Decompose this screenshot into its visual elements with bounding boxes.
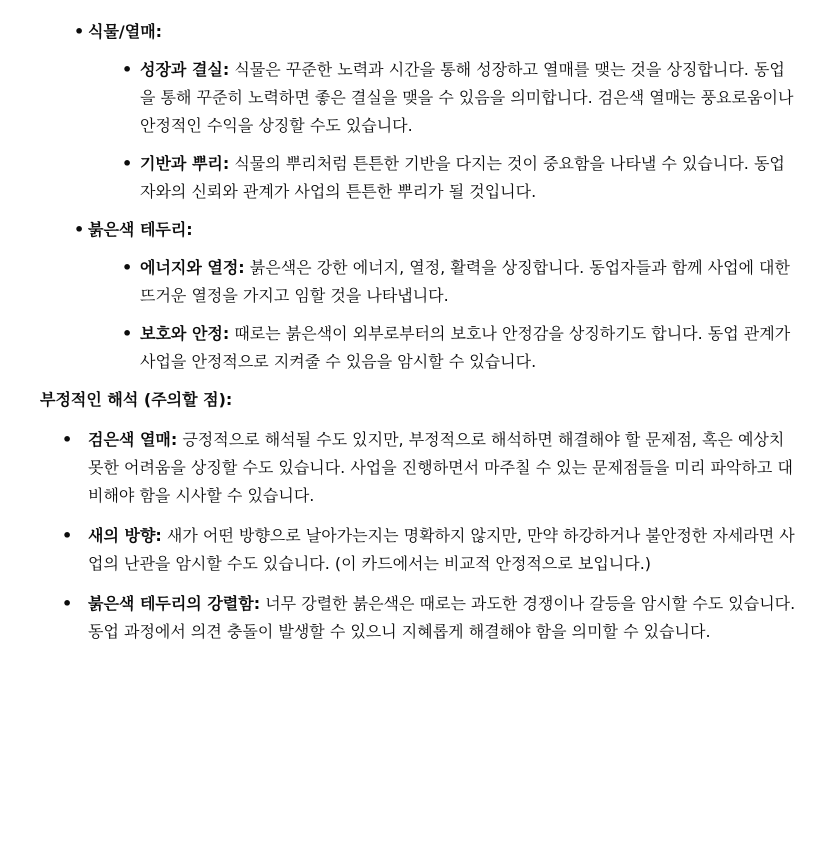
item-text: 긍정적으로 해석될 수도 있지만, 부정적으로 해석하면 해결해야 할 문제점, 혹은 예상치 못한 어려움을 상징할 수도 있습니다. 사업을 진행하면서 마주칠 수 있는 문제점들을 미리 파악하고 대비해야 함을 시사할 수 있습니다. [88, 430, 793, 505]
negative-list [40, 426, 797, 646]
list-item-foundation [116, 150, 797, 206]
bullet-icon: • [122, 324, 133, 343]
list-item-red-intensity [40, 590, 797, 646]
bullet-icon: • [62, 594, 73, 613]
item-text: 너무 강렬한 붉은색은 때로는 과도한 경쟁이나 갈등을 암시할 수도 있습니다. 동업 과정에서 의견 충돌이 발생할 수 있으니 지혜롭게 해결해야 함을 의미할 수 있습니다. [88, 594, 796, 641]
item-text: 새가 어떤 방향으로 날아가는지는 명확하지 않지만, 만약 하강하거나 불안정한 자세라면 사업의 난관을 암시할 수도 있습니다. (이 카드에서는 비교적 안정적으로 보입니다.) [88, 526, 795, 573]
item-title: 성장과 결실: [140, 60, 230, 79]
bullet-icon: • [122, 258, 133, 277]
sublist-plant [116, 56, 797, 206]
bullet-icon: • [122, 154, 133, 173]
item-title: 기반과 뿌리: [140, 154, 230, 173]
item-title: 검은색 열매: [88, 430, 178, 449]
list-item-growth [116, 56, 797, 140]
list-item-bird-direction [40, 522, 797, 578]
item-text: 식물의 뿌리처럼 튼튼한 기반을 다지는 것이 중요함을 나타낼 수 있습니다. 동업자와의 신뢰와 관계가 사업의 튼튼한 뿌리가 될 것입니다. [140, 154, 785, 201]
bullet-icon: • [74, 220, 85, 239]
item-title: 새의 방향: [88, 526, 162, 545]
list-item-energy [116, 254, 797, 310]
item-text: 때로는 붉은색이 외부로부터의 보호나 안정감을 상징하기도 합니다. 동업 관계가 사업을 안정적으로 지켜줄 수 있음을 암시할 수 있습니다. [140, 324, 791, 371]
positive-list [64, 18, 797, 376]
bullet-icon: • [122, 60, 133, 79]
item-text: 식물은 꾸준한 노력과 시간을 통해 성장하고 열매를 맺는 것을 상징합니다. 동업을 통해 꾸준히 노력하면 좋은 결실을 맺을 수 있음을 의미합니다. 검은색 열매는 풍요로움이나 안정적인 수익을 상징할 수도 있습니다. [140, 60, 794, 135]
item-title: 보호와 안정: [140, 324, 230, 343]
bullet-icon: • [74, 22, 85, 41]
item-title: 에너지와 열정: [140, 258, 245, 277]
section-heading-negative: 부정적인 해석 (주의할 점): [40, 390, 233, 409]
sublist-red-border [116, 254, 797, 376]
item-title: 붉은색 테두리: [88, 220, 193, 239]
item-title: 식물/열매: [88, 22, 163, 41]
bullet-icon: • [62, 526, 73, 545]
item-text: 붉은색은 강한 에너지, 열정, 활력을 상징합니다. 동업자들과 함께 사업에 대한 뜨거운 열정을 가지고 임할 것을 나타냅니다. [140, 258, 790, 305]
list-item-black-fruit [40, 426, 797, 510]
list-item-red-border [64, 216, 797, 376]
list-item-protection [116, 320, 797, 376]
bullet-icon: • [62, 430, 73, 449]
item-title: 붉은색 테두리의 강렬함: [88, 594, 261, 613]
list-item-plant [64, 18, 797, 206]
